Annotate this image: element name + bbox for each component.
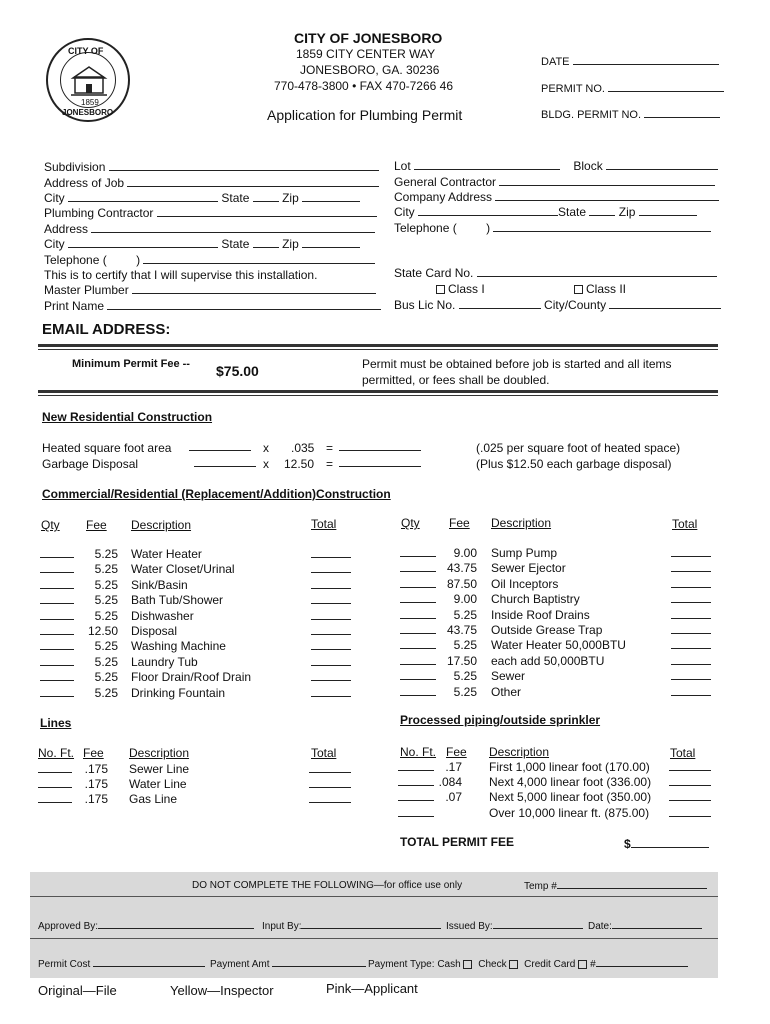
general-contractor-field[interactable]: General Contractor <box>394 175 715 189</box>
fee-value: 43.75 <box>446 561 477 576</box>
fee-value: 87.50 <box>446 576 477 591</box>
fee-value: 9.00 <box>453 546 477 560</box>
fixture-description: Sewer <box>491 669 526 684</box>
certify-statement: This is to certify that I will supervise this installation. <box>44 268 318 282</box>
fee-value: .175 <box>84 792 108 807</box>
company-address-field[interactable]: Company Address <box>394 190 719 204</box>
qty-input[interactable] <box>40 655 74 669</box>
plumbing-contractor-field[interactable]: Plumbing Contractor <box>44 206 377 220</box>
total-input[interactable] <box>671 608 711 622</box>
input-by-field[interactable]: Input By: <box>262 920 441 932</box>
garbage-disposal-rate: 12.50 <box>284 457 315 471</box>
company-city-state-zip-field[interactable]: City State Zip <box>394 205 697 219</box>
total-input[interactable] <box>311 547 351 561</box>
col-qty: Qty <box>41 518 60 532</box>
total-input[interactable] <box>309 762 351 776</box>
cash-checkbox[interactable] <box>463 960 472 969</box>
office-date-field[interactable]: Date: <box>588 920 702 932</box>
fee-value: 5.25 <box>94 547 118 561</box>
qty-input[interactable] <box>40 562 74 576</box>
credit-card-checkbox[interactable] <box>578 960 587 969</box>
total-input[interactable] <box>311 593 351 607</box>
total-input[interactable] <box>311 562 351 576</box>
total-input[interactable] <box>669 806 711 820</box>
permit-no-field[interactable] <box>541 81 724 95</box>
heated-sqft-label: Heated square foot area <box>42 441 172 455</box>
qty-input[interactable] <box>40 609 74 623</box>
copy-original: Original—File <box>38 983 117 998</box>
print-name-field[interactable]: Print Name <box>44 299 381 313</box>
qty-input[interactable] <box>38 777 72 791</box>
fixture-description: Over 10,000 linear ft. (875.00) <box>489 805 650 820</box>
fixture-description: Gas Line <box>129 792 178 807</box>
garbage-disposal-note: (Plus $12.50 each garbage disposal) <box>476 457 672 471</box>
col-fee: Fee <box>86 518 107 532</box>
qty-input[interactable] <box>400 546 436 560</box>
total-input[interactable] <box>671 592 711 606</box>
total-input[interactable] <box>311 578 351 592</box>
min-fee-label: Minimum Permit Fee -- <box>72 358 190 370</box>
qty-input[interactable] <box>38 762 72 776</box>
min-fee-note-2: permitted, or fees shall be doubled. <box>362 373 550 387</box>
fixture-description: Bath Tub/Shower <box>131 593 224 608</box>
sprinkler-col-total: Total <box>670 746 696 760</box>
fee-value: 9.00 <box>453 592 477 607</box>
heated-sqft-input[interactable] <box>189 440 251 454</box>
date-label: DATE <box>541 56 570 68</box>
fee-value: 5.25 <box>94 593 118 608</box>
lines-col-total: Total <box>311 746 337 760</box>
fixture-description: Next 5,000 linear foot (350.00) <box>489 790 652 805</box>
col-description: Description <box>131 518 192 532</box>
fixture-description: Water Heater <box>131 547 202 561</box>
qty-input[interactable] <box>400 638 436 652</box>
contractor-telephone-field[interactable]: Telephone ( ) <box>44 253 375 267</box>
qty-input[interactable] <box>400 608 436 622</box>
email-address-label: EMAIL ADDRESS: <box>42 321 171 338</box>
fee-value: 5.25 <box>453 669 477 684</box>
lines-col-noft: No. Ft. <box>38 746 75 760</box>
qty-input[interactable] <box>40 686 74 700</box>
fixture-description: Next 4,000 linear foot (336.00) <box>489 775 652 790</box>
permit-no-label: PERMIT NO. <box>541 83 605 95</box>
fixture-description: Oil Inceptors <box>491 576 559 591</box>
qty-input[interactable] <box>400 623 436 637</box>
payment-amt-field[interactable]: Payment Amt <box>210 958 366 970</box>
class-2-checkbox[interactable] <box>574 285 583 294</box>
fee-value: .175 <box>84 777 108 792</box>
heated-sqft-total[interactable] <box>339 440 421 454</box>
fee-value: 43.75 <box>446 623 477 637</box>
fee-value: 5.25 <box>94 685 118 700</box>
fee-value: .084 <box>438 775 462 790</box>
class-1-checkbox[interactable] <box>436 285 445 294</box>
new-residential-heading: New Residential Construction <box>42 410 213 424</box>
fee-value: 5.25 <box>94 577 118 592</box>
qty-input[interactable] <box>398 760 434 774</box>
lines-col-description: Description <box>129 746 190 760</box>
fixture-description: each add 50,000BTU <box>491 653 605 668</box>
garbage-disposal-times: x <box>263 457 269 471</box>
city-seal <box>46 38 130 122</box>
state-card-field[interactable]: State Card No. <box>394 266 717 280</box>
master-plumber-field[interactable]: Master Plumber <box>44 283 376 297</box>
heated-sqft-equals: = <box>326 441 334 455</box>
qty-input[interactable] <box>400 654 436 668</box>
fixture-description: Sewer Ejector <box>491 561 566 576</box>
lines-col-fee: Fee <box>83 746 104 760</box>
commercial-heading: Commercial/Residential (Replacement/Addition)Construction <box>42 487 391 501</box>
lot-block-field[interactable]: Lot Block <box>394 159 718 173</box>
qty-input[interactable] <box>40 624 74 638</box>
fixture-description: Water Line <box>129 777 187 792</box>
class-2-option[interactable]: Class II <box>574 282 626 296</box>
city-address-1: 1859 CITY CENTER WAY <box>296 47 436 61</box>
fixture-description: Water Heater 50,000BTU <box>491 638 626 653</box>
fee-value: 5.25 <box>94 562 118 577</box>
fixture-description: Floor Drain/Roof Drain <box>131 670 252 685</box>
lines-heading: Lines <box>40 716 72 730</box>
heated-sqft-note: (.025 per square foot of heated space) <box>476 441 681 455</box>
total-input[interactable] <box>669 775 711 789</box>
seal-year: 1859 <box>81 98 99 107</box>
class-1-option[interactable]: Class I <box>436 282 485 296</box>
total-input[interactable] <box>311 670 351 684</box>
total-input[interactable] <box>311 609 351 623</box>
garbage-disposal-equals: = <box>326 457 334 471</box>
office-divider <box>30 896 718 897</box>
total-input[interactable] <box>669 760 711 774</box>
qty-input[interactable] <box>398 806 434 820</box>
fee-value: 5.25 <box>94 670 118 685</box>
fee-value: 17.50 <box>446 653 477 668</box>
qty-input[interactable] <box>40 639 74 653</box>
seal-top-text: CITY OF <box>68 46 104 56</box>
fee-value: .07 <box>445 790 462 805</box>
fee-value: 5.25 <box>94 608 118 623</box>
date-field[interactable] <box>541 54 719 68</box>
fixture-description: Sink/Basin <box>131 577 188 592</box>
total-input[interactable] <box>311 639 351 653</box>
contractor-city-state-zip-field[interactable]: City State Zip <box>44 237 360 251</box>
total-input[interactable] <box>309 792 351 806</box>
fixture-description: Laundry Tub <box>131 654 198 669</box>
city-address-2: JONESBORO, GA. 30236 <box>300 63 440 77</box>
col-description: Description <box>491 516 552 530</box>
col-total: Total <box>672 517 698 531</box>
fee-value: 5.25 <box>453 607 477 622</box>
fee-value: 5.25 <box>453 684 477 699</box>
fee-value: 5.25 <box>94 639 118 654</box>
office-notice: DO NOT COMPLETE THE FOLLOWING—for office use only <box>192 880 463 891</box>
copy-pink: Pink—Applicant <box>326 981 418 996</box>
temp-field[interactable]: Temp # <box>524 880 707 892</box>
fixture-description: Sewer Line <box>129 762 190 776</box>
qty-input[interactable] <box>398 790 434 804</box>
section-divider <box>38 390 718 396</box>
total-input[interactable] <box>311 624 351 638</box>
total-input[interactable] <box>671 654 711 668</box>
sprinkler-heading: Processed piping/outside sprinkler <box>400 713 601 727</box>
fee-value: .175 <box>84 762 108 776</box>
section-divider <box>38 344 718 350</box>
qty-input[interactable] <box>38 792 72 806</box>
total-input[interactable] <box>311 686 351 700</box>
qty-input[interactable] <box>40 578 74 592</box>
qty-input[interactable] <box>400 592 436 606</box>
fixture-description: Water Closet/Urinal <box>131 562 235 577</box>
total-input[interactable] <box>671 669 711 683</box>
total-permit-fee-field[interactable]: $ <box>624 837 709 851</box>
issued-by-field[interactable]: Issued By: <box>446 920 583 932</box>
fee-value: 12.50 <box>87 624 118 638</box>
office-divider <box>30 938 718 939</box>
fee-value: 5.25 <box>94 654 118 669</box>
qty-input[interactable] <box>400 685 436 699</box>
bldg-permit-no-field[interactable] <box>541 107 720 121</box>
total-input[interactable] <box>671 638 711 652</box>
total-input[interactable] <box>671 546 711 560</box>
total-input[interactable] <box>671 561 711 575</box>
fixture-description: Drinking Fountain <box>131 685 226 700</box>
city-phone: 770-478-3800 • FAX 470-7266 46 <box>274 79 454 93</box>
sprinkler-col-description: Description <box>489 745 550 759</box>
seal-bottom-text: JONESBORO <box>62 108 114 117</box>
fixture-description: First 1,000 linear foot (170.00) <box>489 760 650 774</box>
col-qty: Qty <box>401 516 420 530</box>
sprinkler-col-noft: No. Ft. <box>400 745 437 759</box>
qty-input[interactable] <box>40 593 74 607</box>
approved-by-field[interactable]: Approved By: <box>38 920 254 932</box>
fixture-description: Church Baptistry <box>491 592 580 607</box>
form-title: Application for Plumbing Permit <box>267 107 463 123</box>
payment-type-field: Payment Type: Cash Check Credit Card # <box>368 958 688 970</box>
city-name: CITY OF JONESBORO <box>294 30 443 46</box>
bldg-permit-no-label: BLDG. PERMIT NO. <box>541 109 642 121</box>
total-input[interactable] <box>671 623 711 637</box>
job-city-state-zip-field[interactable]: City State Zip <box>44 191 360 205</box>
qty-input[interactable] <box>398 775 434 789</box>
total-input[interactable] <box>669 790 711 804</box>
qty-input[interactable] <box>400 577 436 591</box>
check-checkbox[interactable] <box>509 960 518 969</box>
qty-input[interactable] <box>40 670 74 684</box>
fixture-description: Sump Pump <box>491 546 558 560</box>
fixture-description: Washing Machine <box>131 639 226 654</box>
fixture-description: Other <box>491 684 522 699</box>
min-fee-note-1: Permit must be obtained before job is started and all items <box>362 357 672 371</box>
company-telephone-field[interactable]: Telephone ( ) <box>394 221 711 235</box>
copy-yellow: Yellow—Inspector <box>170 983 274 998</box>
subdivision-field[interactable]: Subdivision <box>44 160 379 174</box>
permit-cost-field[interactable]: Permit Cost <box>38 958 205 970</box>
qty-input[interactable] <box>400 669 436 683</box>
garbage-disposal-input[interactable] <box>194 456 256 470</box>
total-input[interactable] <box>671 685 711 699</box>
contractor-address-field[interactable]: Address <box>44 222 375 236</box>
total-permit-fee-label: TOTAL PERMIT FEE <box>400 835 515 849</box>
address-of-job-field[interactable]: Address of Job <box>44 176 379 190</box>
col-fee: Fee <box>449 516 470 530</box>
qty-input[interactable] <box>400 561 436 575</box>
total-input[interactable] <box>671 577 711 591</box>
office-use-box <box>30 872 718 978</box>
fixture-description: Outside Grease Trap <box>491 623 603 637</box>
total-input[interactable] <box>311 655 351 669</box>
col-total: Total <box>311 517 337 531</box>
qty-input[interactable] <box>40 547 74 561</box>
fixture-description: Dishwasher <box>131 608 194 623</box>
fixture-description: Inside Roof Drains <box>491 607 590 622</box>
min-fee-amount: $75.00 <box>216 363 259 379</box>
heated-sqft-rate: .035 <box>291 441 315 455</box>
garbage-disposal-label: Garbage Disposal <box>42 457 139 471</box>
fee-value: 5.25 <box>453 638 477 653</box>
bus-lic-field[interactable]: Bus Lic No. City/County <box>394 298 721 312</box>
fee-value: .17 <box>445 760 462 774</box>
heated-sqft-times: x <box>263 441 269 455</box>
fixture-description: Disposal <box>131 624 178 638</box>
total-input[interactable] <box>309 777 351 791</box>
garbage-disposal-total[interactable] <box>339 456 421 470</box>
sprinkler-col-fee: Fee <box>446 745 467 759</box>
